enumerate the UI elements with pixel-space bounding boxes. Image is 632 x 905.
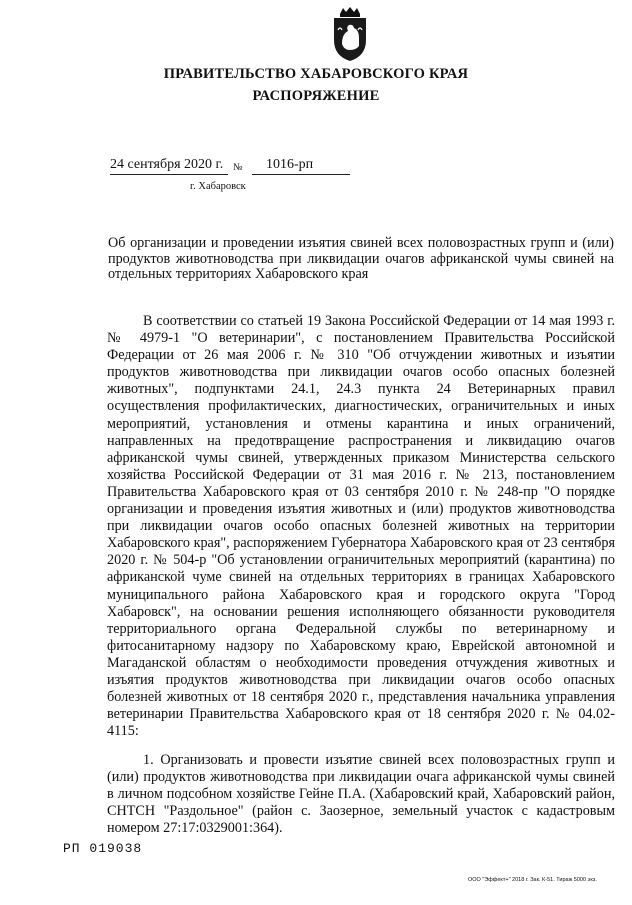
item-1-paragraph: 1. Организовать и провести изъятие свиней всех половозрастных групп и (или) продуктов животноводства при ликвидации очага африканской чумы свиней в личном подсобном хозяйстве Гейне П.А. (Хабаровский край, Хабаровский район, СНТСН "Раздольное" (район с. Заозерное, земельный участок с кадастровым номером 27:17:0329001:364). bbox=[107, 752, 615, 837]
printer-imprint: ООО "Эффект+" 2018 г. Зак. К-51. Тираж 5000 экз. bbox=[468, 877, 597, 883]
document-type: РАСПОРЯЖЕНИЕ bbox=[252, 88, 380, 104]
document-date: 24 сентября 2020 г. bbox=[110, 157, 224, 172]
form-serial-number: РП 019038 bbox=[63, 841, 143, 856]
document-subject: Об организации и проведении изъятия свиней всех половозрастных групп и (или) продуктов животноводства при ликвидации очагов африканской чумы свиней на отдельных территориях Хабаровского края bbox=[108, 235, 614, 282]
organization-title: ПРАВИТЕЛЬСТВО ХАБАРОВСКОГО КРАЯ bbox=[163, 66, 469, 82]
number-sign: № bbox=[233, 162, 243, 173]
number-underline bbox=[252, 174, 350, 175]
preamble-paragraph: В соответствии со статьей 19 Закона Российской Федерации от 14 мая 1993 г. № 4979-1 "О ветеринарии", с постановлением Правительства Российской Федерации от 26 мая 2006 г. № 310 "Об отчуждении животных и изъятии продуктов животноводства при ликвидации очагов особо опасных болезней животных", подпунктами 24.1, 24.3 пункта 24 Ветеринарных правил осуществления профилактических, диагностических, ограничительных и иных мероприятий, установления и отмены карантина и иных ограничений, направленных на предотвращение распространения и ликвидацию очагов африканской чумы свиней, утвержденных приказом Министерства сельского хозяйства Российской Федерации от 31 мая 2016 г. № 213, постановлением Правительства Хабаровского края от 03 сентября 2010 г. № 248-пр "О порядке организации и проведения изъятия животных и (или) продуктов животноводства при ликвидации очагов особо опасных болезней животных на территории Хабаровского края", распоряжением Губернатора Хабаровского края от 23 сентября 2020 г. № 504-р "Об установлении ограничительных мероприятий (карантина) по африканской чуме свиней на отдельных территориях в границах Хабаровского муниципального района Хабаровского края и городского округа "Город Хабаровск", на основании решения исполняющего обязанности руководителя территориального органа Федеральной службы по ветеринарному и фитосанитарному надзору по Хабаровскому краю, Еврейской автономной и Магаданской областям о необходимости проведения отчуждения животных и изъятия продуктов животноводства при ликвидации очагов особо опасных болезней животных от 18 сентября 2020 г., представления начальника управления ветеринарии Правительства Хабаровского края от 18 сентября 2020 г. № 04.02-4115: bbox=[107, 313, 615, 740]
date-underline bbox=[110, 174, 228, 175]
document-number: 1016-рп bbox=[266, 157, 314, 172]
coat-of-arms-icon bbox=[330, 6, 370, 62]
document-city: г. Хабаровск bbox=[190, 181, 246, 192]
